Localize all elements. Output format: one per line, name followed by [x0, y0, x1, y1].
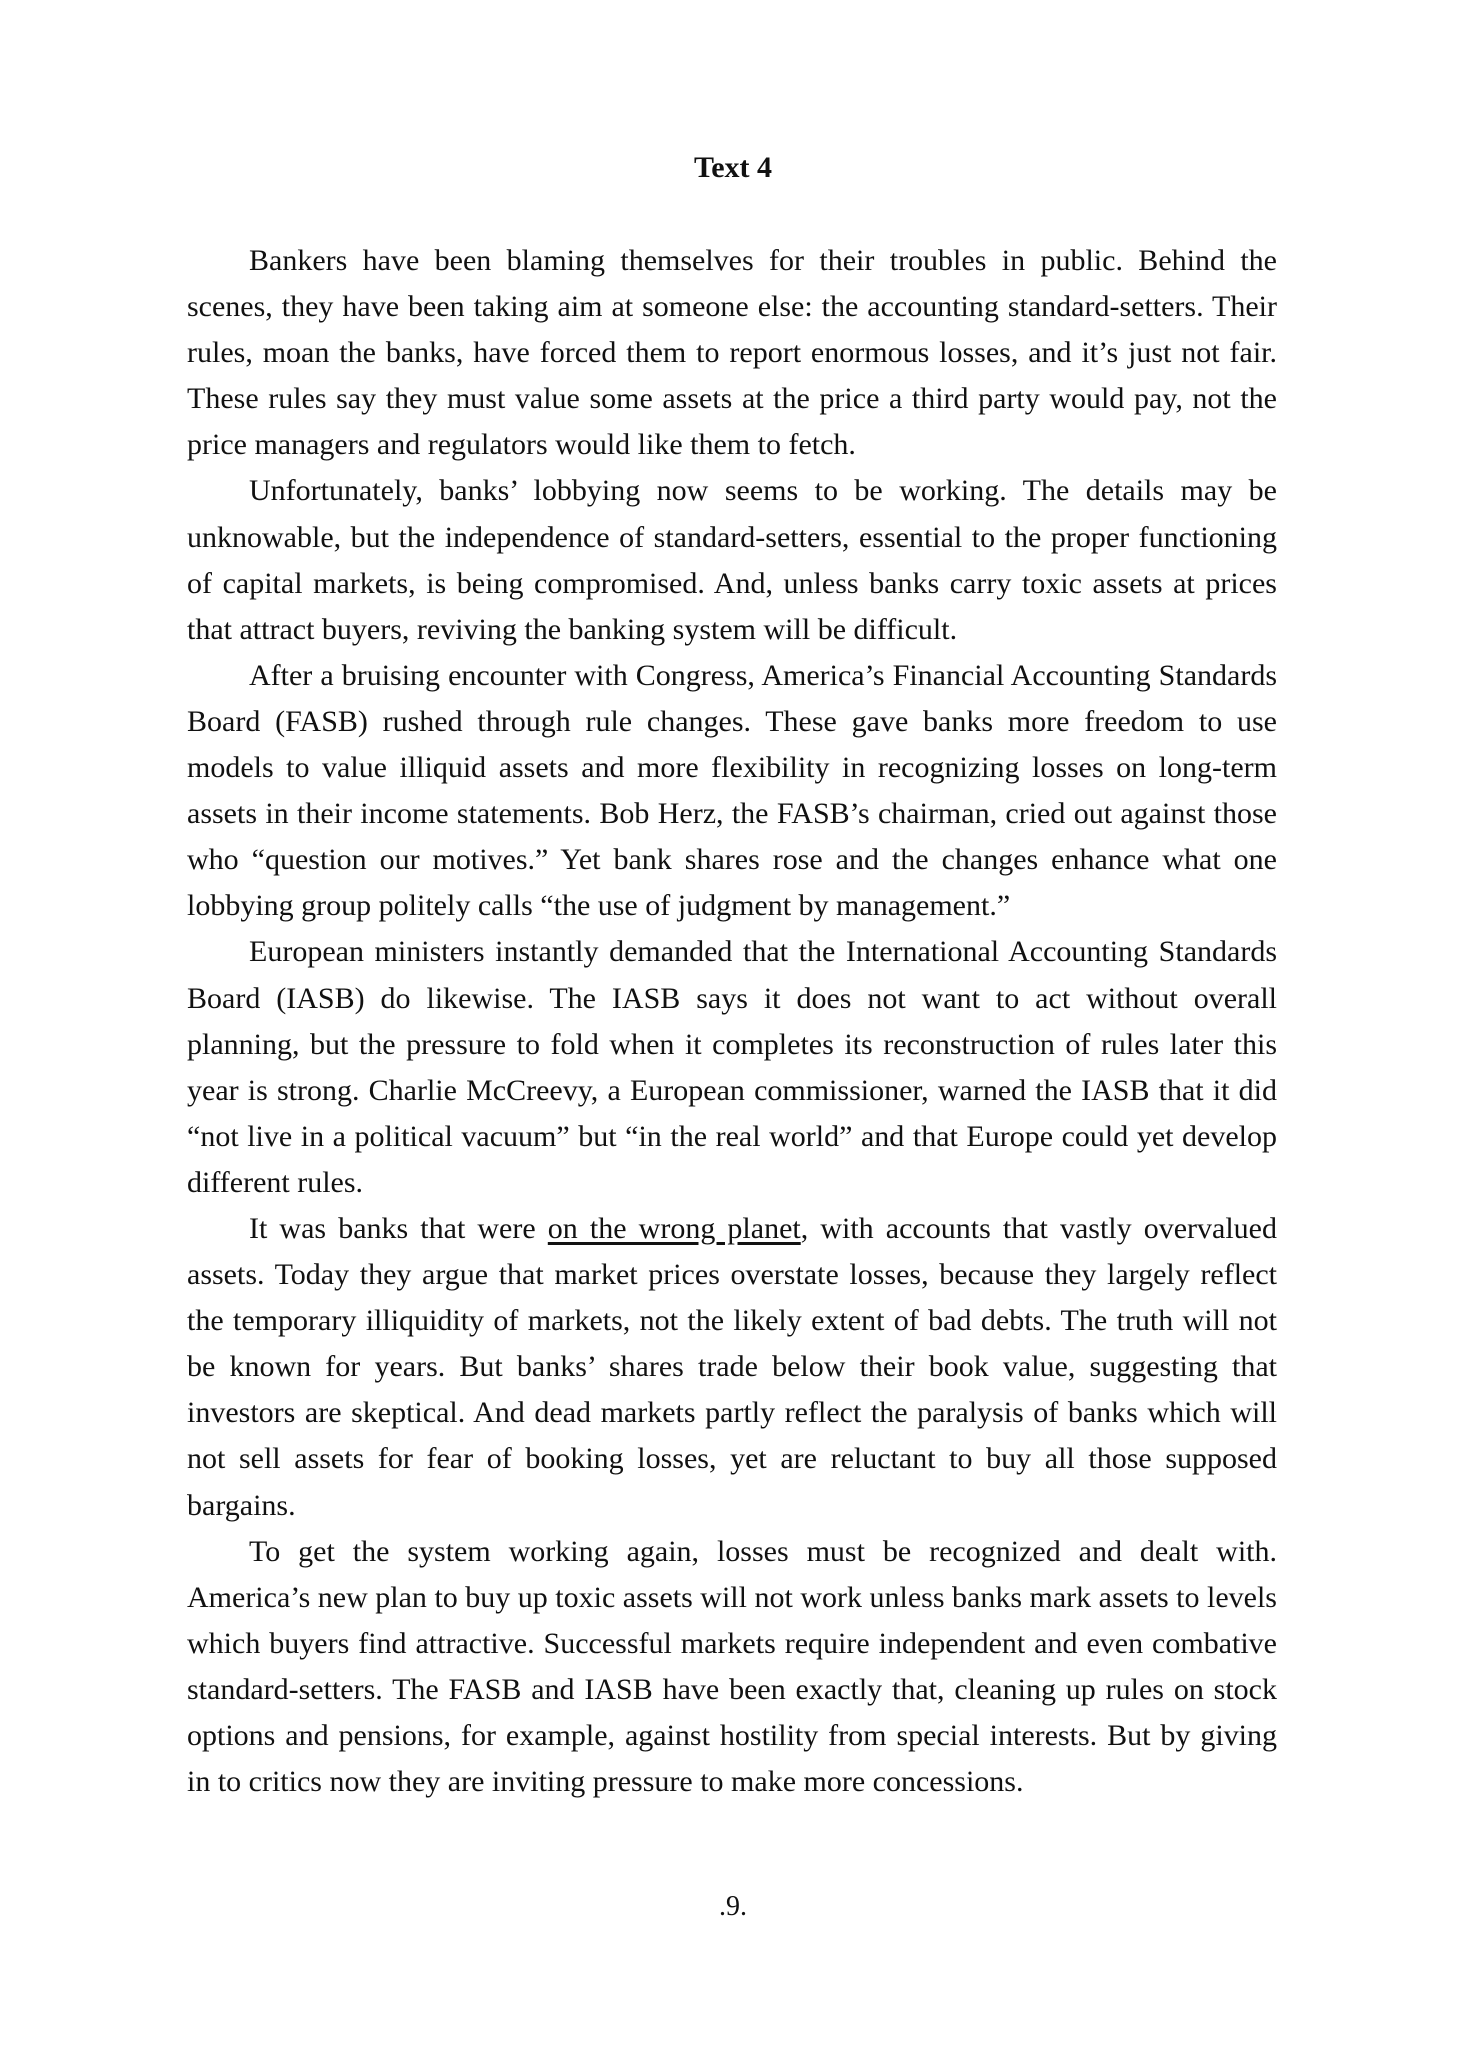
- page-number: .9.: [719, 1891, 747, 1922]
- paragraph-2: Unfortunately, banks’ lobbying now seems to be working. The details may be unknowable, but the independence of standard-setters, essential to the proper functioning of capital markets, is being compromised. And, unless banks carry toxic assets at prices that attract buyers, reviving the banking system will be difficult.: [187, 474, 1277, 646]
- paragraph-1: Bankers have been blaming themselves for their troubles in public. Behind the scenes, they have been taking aim at someone else: the accounting standard-setters. Their rules, moan the banks, have forced them to report enormous losses, and it’s just not fair. These rules say they must value some assets at the price a third party would pay, not the price managers and regulators would like them to fetch.: [187, 244, 1277, 462]
- paragraph-4: European ministers instantly demanded that the International Accounting Standards Board (IASB) do likewise. The IASB says it does not want to act without overall planning, but the pressure to fold when it completes its reconstruction of rules later this year is strong. Charlie McCreevy, a European commissioner, warned the IASB that it did “not live in a political vacuum” but “in the real world” and that Europe could yet develop different rules.: [187, 935, 1277, 1199]
- paragraph-5-start: It was banks that were: [249, 1211, 548, 1245]
- paragraph-5: [187, 1206, 1277, 1529]
- paragraph-6: To get the system working again, losses must be recognized and dealt with. America’s new plan to buy up toxic assets will not work unless banks mark assets to levels which buyers find attractive. Successful markets require independent and even combative standard-setters. The FASB and IASB have been exactly that, cleaning up rules on stock options and pensions, for example, against hostility from special interests. But by giving in to critics now they are inviting pressure to make more concessions.: [187, 1534, 1277, 1799]
- paragraph-3: After a bruising encounter with Congress, America’s Financial Accounting Standards Board (FASB) rushed through rule changes. These gave banks more freedom to use models to value illiquid assets and more flexibility in recognizing losses on long-term assets in their income statements. Bob Herz, the FASB’s chairman, cried out against those who “question our motives.” Yet bank shares rose and the changes enhance what one lobbying group politely calls “the use of judgment by management.”: [187, 658, 1277, 923]
- article-body: [187, 238, 1277, 1805]
- page-title: Text 4: [693, 151, 773, 184]
- paragraph-5-rest: , with accounts that vastly overvalued assets. Today they argue that market prices overstate losses, because they largely reflect the temporary illiquidity of markets, not the likely extent of bad debts. The truth will not be known for years. But banks’ shares trade below their book value, suggesting that investors are skeptical. And dead markets partly reflect the paralysis of banks which will not sell assets for fear of booking losses, yet are reluctant to buy all those supposed bargains.: [187, 1211, 1277, 1522]
- underlined-phrase: on the wrong planet: [547, 1211, 801, 1245]
